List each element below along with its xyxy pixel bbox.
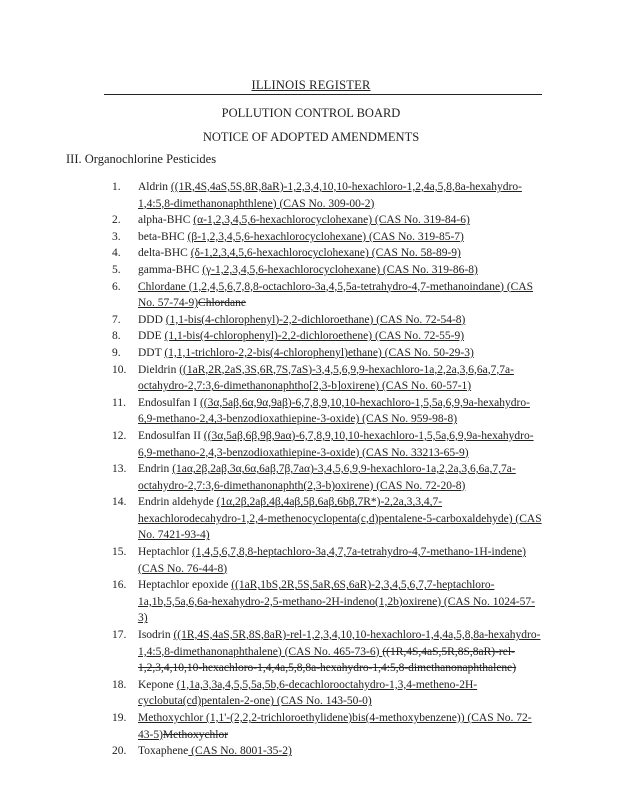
item-name: Endrin aldehyde bbox=[138, 496, 217, 509]
header-rule bbox=[104, 94, 542, 95]
item-text bbox=[138, 544, 544, 577]
item-number: 11. bbox=[112, 396, 126, 409]
item-number: 15. bbox=[112, 546, 127, 559]
item-text bbox=[138, 677, 544, 710]
item-name: alpha-BHC bbox=[138, 214, 194, 227]
item-name: Heptachlor bbox=[138, 546, 192, 559]
inserted-text: ((3α,5aβ,6α,9α,9aβ)-6,7,8,9,10,10-hexachloro-1,5,5a,6,9,9a-hexahydro-6,9-methano-2,4,3-benzodioxathiepine-3-oxide) (CAS No. 959-98-8) bbox=[138, 396, 530, 426]
list-item bbox=[112, 627, 544, 677]
item-name: Endosulfan I bbox=[138, 396, 200, 409]
item-name: Heptachlor epoxide bbox=[138, 579, 232, 592]
item-text bbox=[138, 627, 544, 677]
item-number: 19. bbox=[112, 712, 127, 724]
item-text bbox=[138, 395, 544, 428]
item-number: 17. bbox=[112, 629, 127, 642]
notice-title: NOTICE OF ADOPTED AMENDMENTS bbox=[202, 130, 420, 144]
item-number: 8. bbox=[112, 330, 121, 343]
pesticide-list bbox=[112, 179, 544, 760]
item-name: DDE bbox=[138, 330, 165, 343]
inserted-text: ((1aR,1bS,2R,5S,5aR,6S,6aR)-2,3,4,5,6,7,7-heptachloro-1a,1b,5,5a,6,6a-hexahydro-2,5-methano-2H-indeno(1,2b)oxirene) (CAS No. 1024-57-3) bbox=[138, 579, 535, 625]
inserted-text: (δ-1,2,3,4,5,6-hexachlorocyclohexane) (CAS No. 58-89-9) bbox=[190, 247, 461, 260]
inserted-text: Chlordane (1,2,4,5,6,7,8,8-octachloro-3a,4,5,5a-tetrahydro-4,7-methanoindane) (CAS No. 57-74-9) bbox=[138, 280, 534, 310]
inserted-text: (1aα,2β,2aβ,3α,6α,6aβ,7β,7aα)-3,4,5,6,9,9-hexachloro-1a,2,2a,3,6,6a,7,7a-octahydro-2,7:3,6-dimethanonaphth(2,3-b)oxirene) (CAS No. 72-20-8) bbox=[138, 463, 516, 492]
item-text bbox=[138, 328, 544, 345]
item-text bbox=[138, 212, 544, 229]
list-item bbox=[112, 212, 544, 229]
inserted-text: (1,1a,3,3a,4,5,5,5a,5b,6-decachlorooctahydro-1,3,4-metheno-2H-cyclobuta(cd)pentalen-2-one) (CAS No. 143-50-0) bbox=[138, 678, 478, 708]
item-name: Endrin bbox=[138, 463, 173, 476]
item-name: gamma-BHC bbox=[138, 263, 203, 276]
list-item bbox=[112, 362, 544, 395]
inserted-text: (1,1,1-trichloro-2,2-bis(4-chlorophenyl)ethane) (CAS No. 50-29-3) bbox=[164, 346, 474, 359]
item-text bbox=[138, 245, 544, 262]
item-number: 6. bbox=[112, 280, 121, 293]
item-text bbox=[138, 279, 544, 312]
item-text bbox=[138, 179, 544, 212]
item-name: Isodrin bbox=[138, 629, 174, 642]
item-text bbox=[138, 428, 544, 461]
inserted-text: (β-1,2,3,4,5,6-hexachlorocyclohexane) (CAS No. 319-85-7) bbox=[187, 230, 464, 243]
item-number: 13. bbox=[112, 463, 127, 476]
inserted-text: (CAS No. 8001-35-2) bbox=[188, 745, 292, 758]
item-number: 14. bbox=[112, 496, 127, 509]
list-item bbox=[112, 262, 544, 279]
inserted-text: ((3α,5aβ,6β,9β,9aα)-6,7,8,9,10,10-hexachloro-1,5,5a,6,9,9a-hexahydro-6,9-methano-2,4,3-benzodioxathiepine-3-oxide) (CAS No. 33213-65-9) bbox=[138, 429, 534, 459]
item-text bbox=[138, 362, 544, 395]
list-item bbox=[112, 229, 544, 246]
inserted-text: ((1R,4S,4aS,5S,8R,8aR)-1,2,3,4,10,10-hexachloro-1,2,4a,5,8,8a-hexahydro-1,4:5,8-dimethanonaphthlene) (CAS No. 309-00-2) bbox=[138, 181, 522, 210]
item-number: 10. bbox=[112, 363, 127, 376]
inserted-text: (1,1-bis(4-chlorophenyl)-2,2-dichloroethane) (CAS No. 72-54-8) bbox=[165, 313, 466, 326]
list-item bbox=[112, 494, 544, 544]
list-item bbox=[112, 345, 544, 362]
item-text bbox=[138, 345, 544, 362]
item-name: Aldrin bbox=[138, 181, 171, 193]
list-item bbox=[112, 461, 544, 494]
item-number: 5. bbox=[112, 263, 121, 276]
list-item bbox=[112, 179, 544, 212]
deleted-text: Chlordane bbox=[198, 297, 246, 310]
item-text bbox=[138, 710, 544, 743]
item-number: 2. bbox=[112, 214, 121, 227]
register-title: ILLINOIS REGISTER bbox=[251, 78, 371, 92]
list-item bbox=[112, 577, 544, 627]
inserted-text: (α-1,2,3,4,5,6-hexachlorocyclohexane) (CAS No. 319-84-6) bbox=[193, 214, 470, 227]
list-item bbox=[112, 328, 544, 345]
item-text bbox=[138, 229, 544, 246]
item-number: 16. bbox=[112, 579, 127, 592]
item-text bbox=[138, 312, 544, 329]
item-name: beta-BHC bbox=[138, 230, 188, 243]
inserted-text: (1,4,5,6,7,8,8-heptachloro-3a,4,7,7a-tetrahydro-4,7-methano-1H-indene) (CAS No. 76-44-8) bbox=[138, 546, 526, 575]
item-name: DDD bbox=[138, 313, 166, 326]
list-item bbox=[112, 710, 544, 743]
board-title: POLLUTION CONTROL BOARD bbox=[221, 106, 401, 120]
list-item bbox=[112, 245, 544, 262]
list-item bbox=[112, 395, 544, 428]
item-number: 12. bbox=[112, 429, 127, 442]
section-heading: III. Organochlorine Pesticides bbox=[66, 152, 217, 166]
item-text bbox=[138, 577, 544, 627]
item-text bbox=[138, 743, 544, 760]
list-item bbox=[112, 677, 544, 710]
list-item bbox=[112, 312, 544, 329]
item-name: delta-BHC bbox=[138, 247, 191, 260]
list-item bbox=[112, 279, 544, 312]
list-item bbox=[112, 743, 544, 760]
inserted-text: Methoxychlor (1,1'-(2,2,2-trichloroethylidene)bis(4-methoxybenzene)) (CAS No. 72-43-5) bbox=[138, 712, 532, 741]
item-name: Kepone bbox=[138, 678, 177, 691]
inserted-text: (1,1-bis(4-chlorophenyl)-2,2-dichloroethene) (CAS No. 72-55-9) bbox=[164, 330, 465, 343]
item-number: 18. bbox=[112, 678, 127, 691]
inserted-text: (γ-1,2,3,4,5,6-hexachlorocyclohexane) (CAS No. 319-86-8) bbox=[202, 263, 478, 276]
item-number: 20. bbox=[112, 745, 127, 758]
item-number: 3. bbox=[112, 230, 121, 243]
inserted-text: ((1aR,2R,2aS,3S,6R,7S,7aS)-3,4,5,6,9,9-hexachloro-1a,2,2a,3,6,6a,7,7a-octahydro-2,7:3,6-dimethanonaphtho[2,3-b]oxirene) (CAS No. 60-57-1) bbox=[138, 363, 514, 393]
deleted-text: ((1R,4S,4aS,5R,8S,8aR)-rel-1,2,3,4,10,10-hexachloro-1,4,4a,5,8,8a-hexahydro-1,4:5,8-dimethanonaphthalene) bbox=[138, 645, 517, 675]
item-text bbox=[138, 461, 544, 494]
item-name: Endosulfan II bbox=[138, 429, 204, 442]
item-number: 7. bbox=[112, 313, 121, 326]
list-item bbox=[112, 428, 544, 461]
item-text bbox=[138, 262, 544, 279]
deleted-text: Methoxychlor bbox=[162, 728, 229, 741]
item-name: Toxaphene bbox=[138, 745, 189, 758]
item-text bbox=[138, 494, 544, 544]
inserted-text: ((1R,4S,4aS,5R,8S,8aR)-rel-1,2,3,4,10,10-hexachloro-1,4,4a,5,8,8a-hexahydro-1,4:5,8-dimethanonaphthalene) (CAS No. 465-73-6) bbox=[138, 629, 541, 658]
item-number: 4. bbox=[112, 247, 121, 260]
item-number: 9. bbox=[112, 346, 121, 359]
item-name: DDT bbox=[138, 346, 165, 359]
inserted-text: (1α,2β,2aβ,4β,4aβ,5β,6aβ,6bβ,7R*)-2,2a,3,3,4,7-hexachlorodecahydro-1,2,4-methenocyclopenta(c,d)pentalene-5-carboxaldehyde) (CAS No. 7421-93-4) bbox=[138, 496, 542, 542]
item-name: Dieldrin bbox=[138, 363, 180, 376]
list-item bbox=[112, 544, 544, 577]
item-number: 1. bbox=[112, 181, 121, 193]
